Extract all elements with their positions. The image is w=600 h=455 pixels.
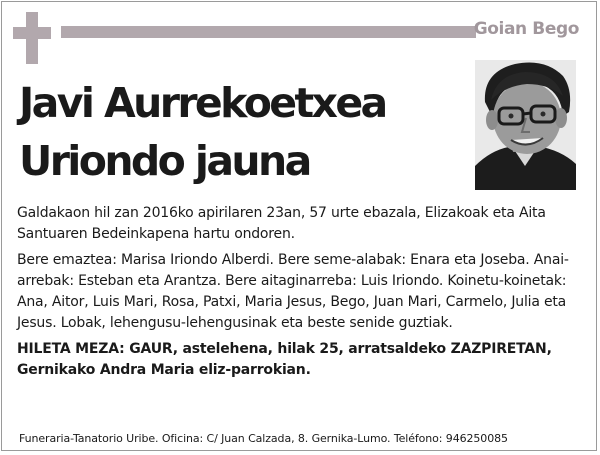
cross-icon	[13, 12, 51, 64]
obituary-card	[1, 1, 597, 451]
location-label: Goian Bego	[473, 19, 579, 39]
portrait-photo	[475, 60, 576, 190]
deceased-name	[19, 74, 386, 190]
family-list: Bere emaztea: Marisa Iriondo Alberdi. Bere seme-alabak: Enara eta Joseba. Anai-arrebak: Esteban eta Arantza. Bere aitaginarreba: Luis Iriondo. Koinetu-koinetak: Ana, Aitor, Luis Mari, Rosa, Patxi, Maria Jesus, Bego, Juan Mari, Carmelo, Julia eta Jesus. Lobak, lehengusu-lehengusinak eta beste senide guztiak.	[17, 252, 569, 331]
funeral-home-footer: Funeraria-Tanatorio Uribe. Oficina: C/ Juan Calzada, 8. Gernika-Lumo. Teléfono: 946250085	[19, 432, 508, 445]
obituary-body	[17, 203, 587, 386]
deceased-name-line1: Javi Aurrekoetxea	[19, 79, 386, 127]
deceased-name-line2: Uriondo jauna	[19, 137, 310, 185]
death-notice: Galdakaon hil zan 2016ko apirilaren 23an, 57 urte ebazala, Elizakoak eta Aita Santuaren Bedeinkapena hartu ondoren.	[17, 205, 546, 242]
portrait-illustration	[475, 60, 576, 190]
header-divider	[61, 26, 476, 38]
funeral-service: HILETA MEZA: GAUR, astelehena, hilak 25, arratsaldeko ZAZPIRETAN, Gernikako Andra Maria eliz-parrokian.	[17, 341, 552, 378]
